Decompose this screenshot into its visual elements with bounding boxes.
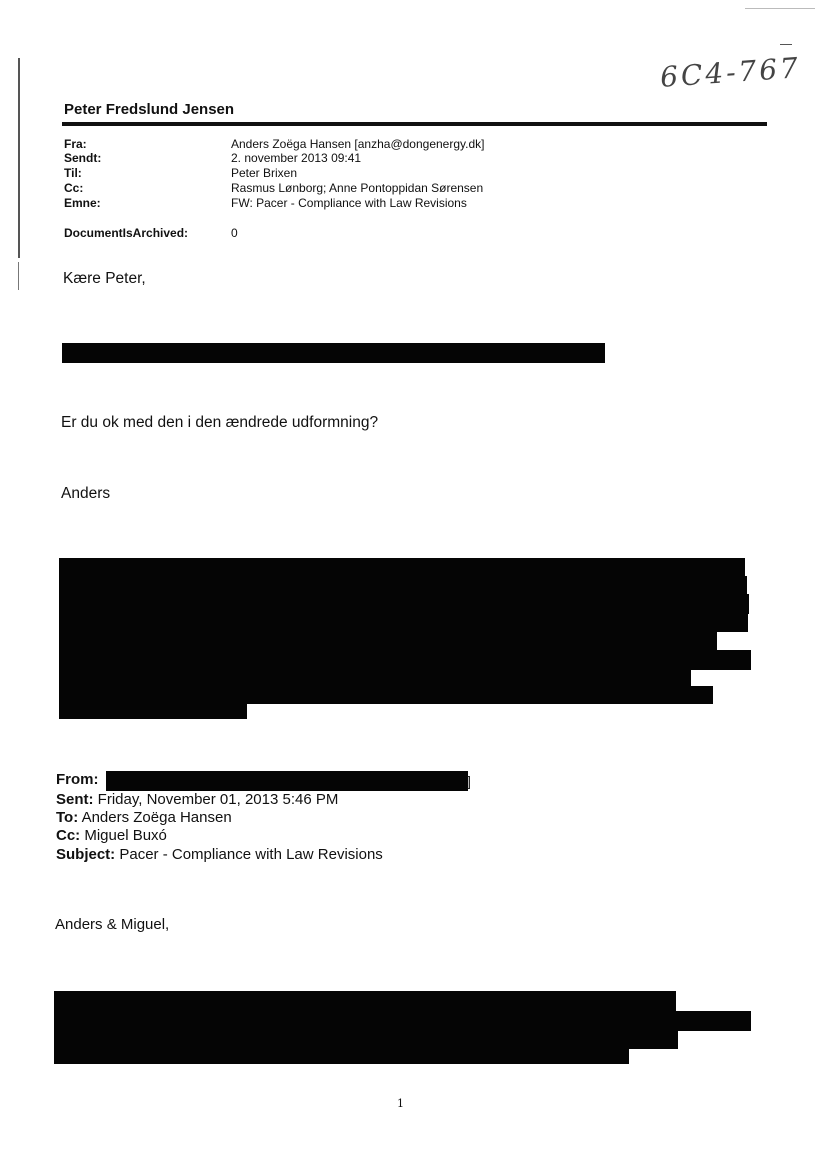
header-rule — [62, 122, 767, 126]
cc-fw-value: Miguel Buxó — [84, 827, 167, 844]
redaction-block — [106, 771, 468, 791]
cc-value: Rasmus Lønborg; Anne Pontoppidan Sørensen — [231, 181, 484, 195]
to-label: To: — [56, 809, 79, 826]
subject-value: Pacer - Compliance with Law Revisions — [119, 846, 383, 863]
redaction-block — [54, 1011, 751, 1031]
scan-corner-mark — [745, 8, 815, 9]
sendt-value: 2. november 2013 09:41 — [231, 151, 362, 165]
sent-label: Sent: — [56, 791, 94, 808]
forwarded-greeting: Anders & Miguel, — [55, 916, 170, 933]
fra-value: Anders Zoëga Hansen [anzha@dongenergy.dk] — [231, 137, 485, 151]
emne-value: FW: Pacer - Compliance with Law Revisions — [231, 196, 467, 210]
scan-edge-mark-2 — [18, 262, 19, 290]
to-value: Anders Zoëga Hansen — [81, 809, 232, 826]
redaction-block — [59, 594, 749, 614]
forwarded-subject-line — [56, 846, 383, 864]
redaction-block — [54, 1046, 629, 1064]
cc-label: Cc: — [64, 181, 84, 195]
page-number: 1 — [397, 1097, 404, 1110]
subject-label: Subject: — [56, 846, 116, 863]
forwarded-sent-line — [56, 791, 338, 809]
redaction-block — [59, 576, 747, 596]
from-label: From: — [56, 771, 99, 788]
archived-label: DocumentIsArchived: — [64, 226, 189, 240]
scan-edge-mark — [18, 58, 20, 258]
redaction-block — [59, 668, 691, 688]
greeting: Kære Peter, — [63, 270, 146, 287]
sent-value: Friday, November 01, 2013 5:46 PM — [97, 791, 339, 808]
emne-label: Emne: — [64, 196, 101, 210]
sendt-label: Sendt: — [64, 151, 102, 165]
til-label: Til: — [64, 166, 82, 180]
signoff: Anders — [61, 485, 111, 502]
redaction-block — [59, 612, 748, 632]
redaction-block — [54, 991, 676, 1013]
handwritten-dash — [780, 44, 792, 45]
forwarded-from-line — [56, 771, 99, 789]
redaction-block — [59, 632, 717, 652]
mailbox-owner-name: Peter Fredslund Jensen — [64, 101, 235, 118]
redaction-block — [59, 702, 247, 719]
cc-fw-label: Cc: — [56, 827, 81, 844]
forwarded-cc-line — [56, 827, 167, 845]
question-text: Er du ok med den i den ændrede udformning? — [61, 414, 379, 431]
fra-label: Fra: — [64, 137, 87, 151]
redaction-block — [59, 558, 745, 578]
til-value: Peter Brixen — [231, 166, 298, 180]
archived-value: 0 — [231, 226, 238, 240]
forwarded-to-line — [56, 809, 232, 827]
handwritten-annotation: 6C4-767 — [659, 51, 802, 94]
redaction-block — [62, 343, 605, 363]
from-bracket: ] — [467, 773, 471, 789]
redaction-block — [59, 650, 751, 670]
